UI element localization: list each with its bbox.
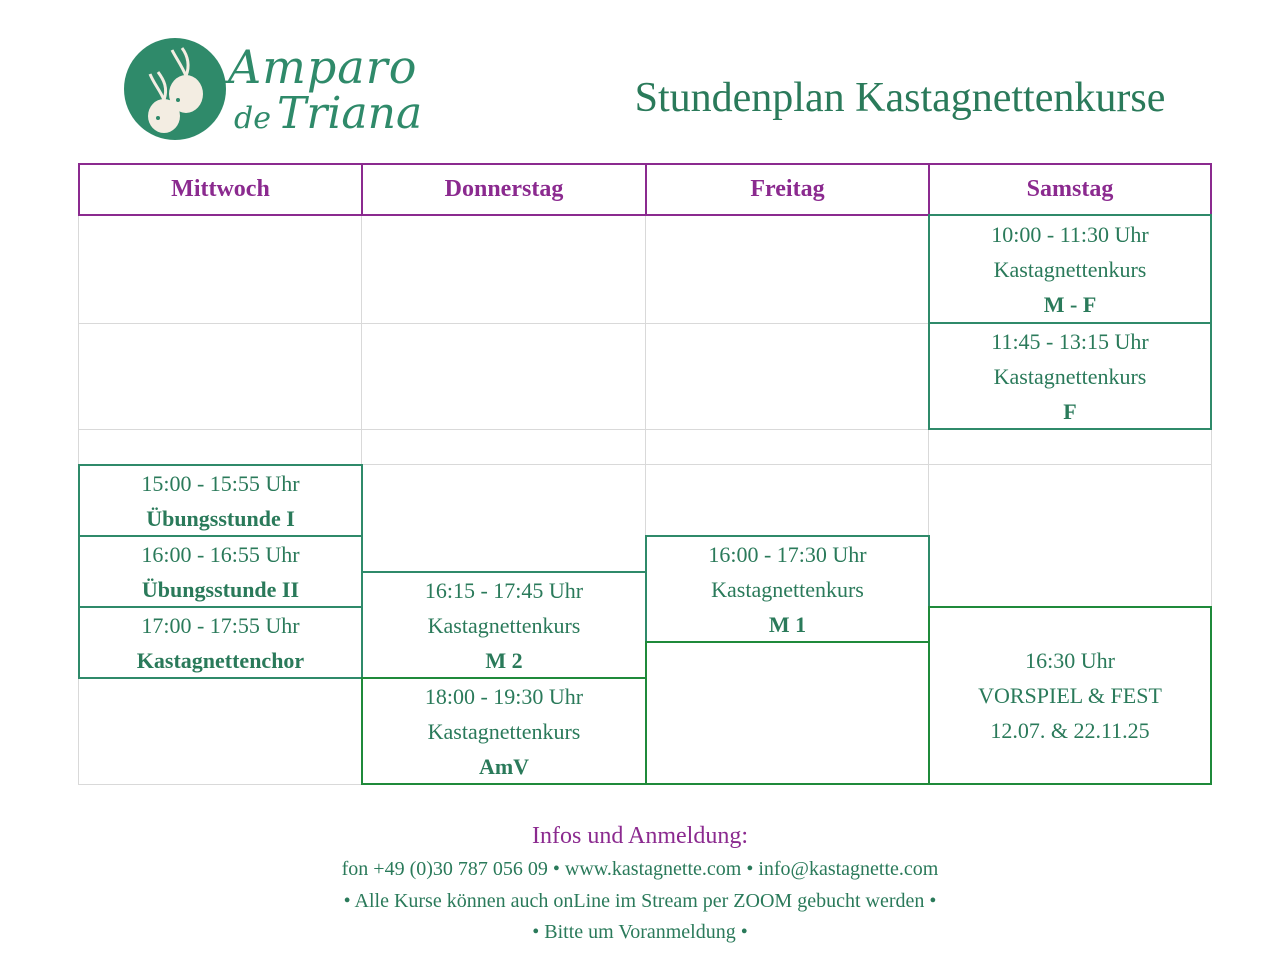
course-title: Übungsstunde I [146,505,295,531]
footer-online-note: • Alle Kurse können auch onLine im Stream per ZOOM gebucht werden • [343,890,937,912]
course-time: 16:00 - 16:55 Uhr [141,541,300,567]
logo-name-de: de [234,101,271,136]
course-time: 16:15 - 17:45 Uhr [424,577,584,603]
timetable [78,163,1212,785]
course-freitag-m1 [645,535,930,643]
header-samstag: Samstag [928,163,1212,216]
course-mittwoch-uebung-2 [78,535,363,608]
header-donnerstag: Donnerstag [361,163,647,216]
course-time: 16:00 - 17:30 Uhr [708,541,867,567]
course-mittwoch-chor [78,606,363,679]
empty-slot-freitag [645,641,930,785]
course-title: Kastagnettenkurs [711,576,864,602]
course-level: M 2 [485,647,523,673]
course-title: Kastagnettenkurs [427,612,581,638]
footer-contact: fon +49 (0)30 787 056 09 • www.kastagnette.com • info@kastagnette.com [341,858,939,880]
course-title: Kastagnettenchor [136,647,305,673]
event-vorspiel-fest [928,606,1212,785]
course-level: M 1 [768,611,807,637]
logo-name-line2 [234,88,422,139]
logo-name-line1: Amparo [228,40,418,94]
course-time: 15:00 - 15:55 Uhr [141,470,300,496]
course-time: 18:00 - 19:30 Uhr [424,683,584,709]
course-samstag-m-f [928,214,1212,324]
event-title: VORSPIEL & FEST [978,683,1162,708]
course-time: 11:45 - 13:15 Uhr [991,328,1149,354]
course-mittwoch-uebung-1 [78,464,363,537]
course-donnerstag-m2 [361,571,647,679]
course-donnerstag-amv [361,677,647,785]
course-level: F [1063,398,1077,424]
course-time: 17:00 - 17:55 Uhr [141,612,300,638]
header-mittwoch: Mittwoch [78,163,363,216]
course-title: Kastagnettenkurs [993,363,1147,389]
course-level: AmV [478,753,530,779]
course-title: Kastagnettenkurs [427,718,581,744]
course-time: 10:00 - 11:30 Uhr [991,221,1149,247]
page-title: Stundenplan Kastagnettenkurse [634,75,1166,121]
logo [124,38,423,142]
event-time: 16:30 Uhr [1025,648,1115,673]
course-title: Kastagnettenkurs [993,256,1147,282]
course-level: M - F [1043,291,1097,317]
footer-registration-note: • Bitte um Voranmeldung • [532,921,748,943]
course-samstag-f [928,322,1212,430]
footer-heading: Infos und Anmeldung: [532,823,748,849]
castanets-icon [124,38,226,140]
header-freitag: Freitag [645,163,930,216]
logo-name-triana: Triana [276,88,423,139]
course-title: Übungsstunde II [141,576,300,602]
event-dates: 12.07. & 22.11.25 [990,718,1150,743]
